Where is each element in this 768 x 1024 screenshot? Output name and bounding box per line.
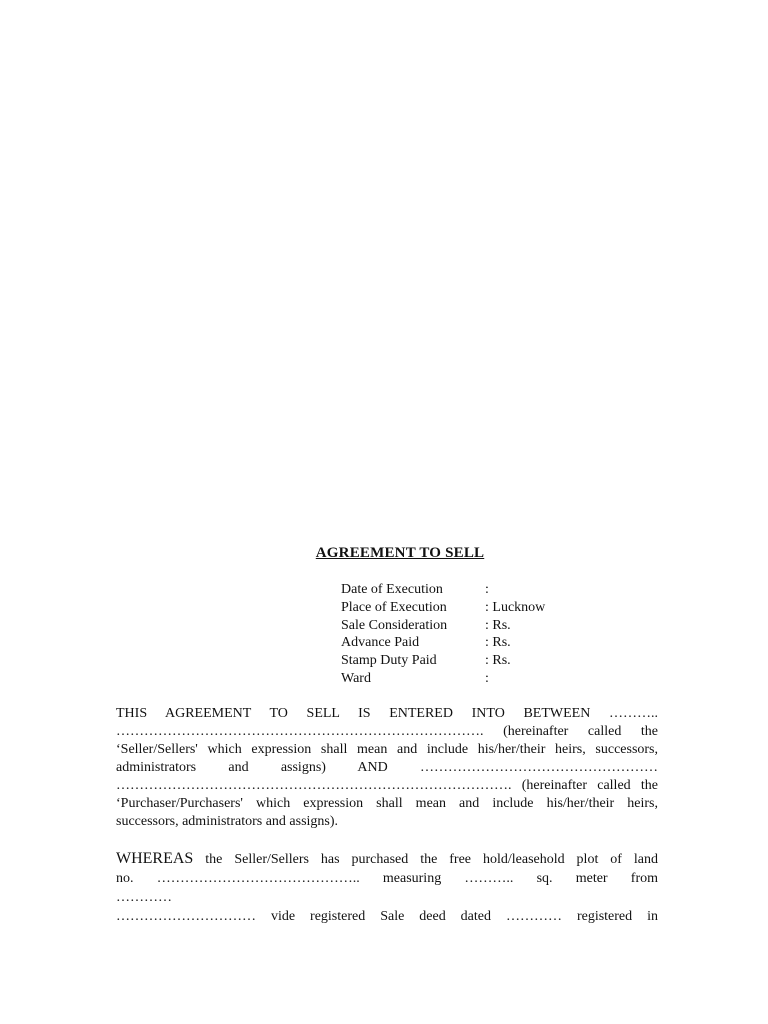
paragraph-line: administrators and assigns) AND …………………………………………… [116,760,658,775]
detail-row-sale-consideration [341,617,605,635]
whereas-paragraph [116,849,658,926]
whereas-keyword: WHEREAS [116,850,194,867]
detail-label: Ward [341,670,371,686]
detail-label: Stamp Duty Paid [341,653,437,669]
parties-paragraph [116,705,658,831]
detail-row-ward [341,670,605,688]
paragraph-line: ‘Purchaser/Purchasers' which expression shall mean and include his/her/their heirs, [116,796,658,811]
execution-details [341,581,605,688]
paragraph-line: ……………………………………………………………………. (hereinafter called the [116,724,658,739]
paragraph-line: ‘Seller/Sellers' which expression shall mean and include his/her/their heirs, successors, [116,742,658,757]
detail-row-stamp-duty-paid [341,652,605,670]
detail-row-place-of-execution [341,599,605,617]
detail-value: : Rs. [485,617,511,633]
paragraph-text: the Seller/Sellers has purchased the free hold/leasehold plot of land [193,852,658,867]
detail-row-advance-paid [341,634,605,652]
detail-row-date-of-execution [341,581,605,599]
document-title: AGREEMENT TO SELL [315,545,485,561]
detail-value: : [485,582,489,597]
detail-value: : Rs. [485,653,511,669]
detail-value: : Rs. [485,635,511,651]
paragraph-line [116,849,658,869]
paragraph-line: ………………………… vide registered Sale deed dated ………… registered in [116,909,658,924]
detail-value: : [485,670,489,686]
detail-value: : Lucknow [485,599,546,615]
detail-label: Sale Consideration [341,617,448,633]
paragraph-line: successors, administrators and assigns). [116,814,339,829]
detail-label: Place of Execution [341,599,447,615]
paragraph-line: ………… [116,890,172,905]
paragraph-line: no. …………………………………….. measuring ……….. sq. meter from [116,871,658,886]
paragraph-line: …………………………………………………………………………. (hereinafter called the [116,778,658,793]
paragraph-line: THIS AGREEMENT TO SELL IS ENTERED INTO BETWEEN ……….. [116,706,658,721]
detail-label: Advance Paid [341,635,420,651]
detail-label: Date of Execution [341,582,443,597]
